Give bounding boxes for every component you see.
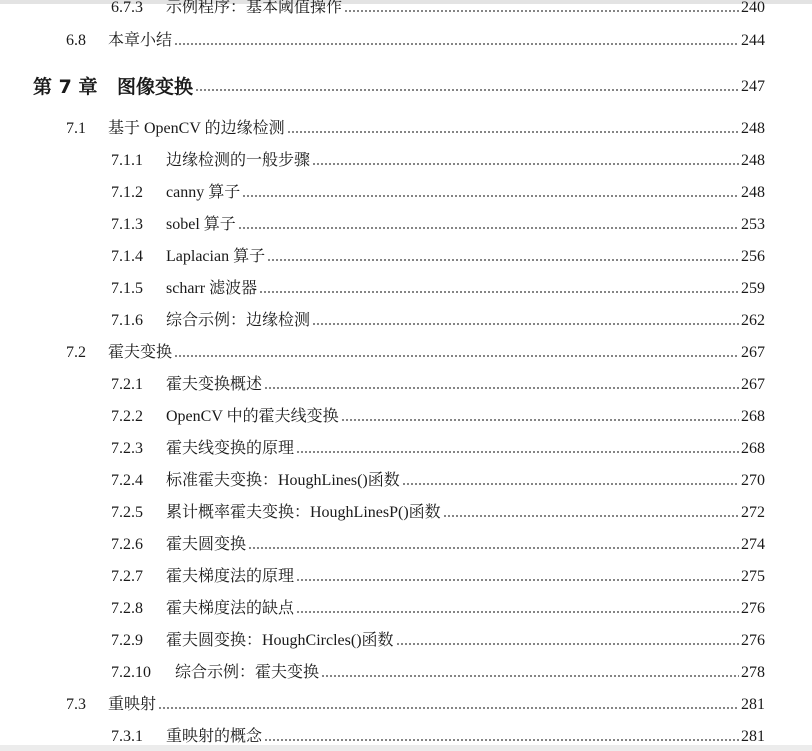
dot-leader	[174, 354, 739, 358]
entry-title: 霍夫梯度法的缺点	[166, 600, 295, 617]
toc-subsection-entry[interactable]	[111, 630, 765, 652]
dot-leader	[174, 42, 739, 46]
toc-subsection-entry[interactable]	[111, 502, 765, 524]
entry-title: 综合示例：霍夫变换	[175, 664, 320, 681]
entry-page-number: 276	[741, 600, 765, 617]
entry-page-number: 248	[741, 152, 765, 169]
entry-page-number: 240	[741, 0, 765, 16]
entry-page-number: 247	[741, 78, 765, 95]
entry-page-number: 274	[741, 536, 765, 553]
toc-section-entry[interactable]	[66, 694, 765, 716]
entry-page-number: 275	[741, 568, 765, 585]
toc-subsection-entry[interactable]	[111, 310, 765, 332]
entry-number: 7.2.10	[111, 664, 151, 681]
dot-leader	[443, 514, 739, 518]
entry-title: 综合示例：边缘检测	[166, 312, 311, 329]
entry-page-number: 268	[741, 408, 765, 425]
entry-title: sobel 算子	[166, 216, 236, 233]
entry-title: 霍夫圆变换	[166, 536, 247, 553]
toc-subsection-entry[interactable]	[111, 182, 765, 204]
entry-title: 边缘检测的一般步骤	[166, 152, 311, 169]
entry-number: 7.1.1	[111, 152, 143, 169]
entry-page-number: 267	[741, 376, 765, 393]
toc-section-entry[interactable]	[66, 118, 765, 140]
entry-title: scharr 滤波器	[166, 280, 258, 297]
toc-subsection-entry[interactable]	[111, 662, 765, 684]
toc-subsection-entry[interactable]	[111, 598, 765, 620]
entry-title: 霍夫变换	[108, 344, 173, 361]
dot-leader	[195, 88, 739, 92]
toc-subsection-entry[interactable]	[111, 246, 765, 268]
entry-number: 7.2.6	[111, 536, 143, 553]
dot-leader	[396, 642, 739, 646]
entry-number: 7.2.3	[111, 440, 143, 457]
dot-leader	[264, 386, 739, 390]
toc-subsection-entry[interactable]	[111, 374, 765, 396]
entry-number: 7.1.6	[111, 312, 143, 329]
entry-title: Laplacian 算子	[166, 248, 266, 265]
entry-number: 7.3.1	[111, 728, 143, 745]
entry-number: 7.2.8	[111, 600, 143, 617]
toc-section-entry[interactable]	[66, 30, 765, 52]
dot-leader	[312, 322, 739, 326]
dot-leader	[341, 418, 739, 422]
entry-title: OpenCV 中的霍夫线变换	[166, 408, 339, 425]
entry-page-number: 256	[741, 248, 765, 265]
dot-leader	[158, 706, 739, 710]
entry-number: 7.2	[66, 344, 86, 361]
dot-leader	[296, 450, 739, 454]
entry-number: 7.3	[66, 696, 86, 713]
toc-subsection-entry[interactable]	[111, 150, 765, 172]
toc-subsection-entry[interactable]	[111, 406, 765, 428]
entry-number: 6.8	[66, 32, 86, 49]
toc-subsection-entry[interactable]	[111, 470, 765, 492]
dot-leader	[296, 610, 739, 614]
entry-number: 7.1.2	[111, 184, 143, 201]
toc-section-entry[interactable]	[66, 342, 765, 364]
entry-number: 第 7 章	[33, 76, 98, 98]
entry-page-number: 259	[741, 280, 765, 297]
entry-title: 霍夫变换概述	[166, 376, 263, 393]
entry-number: 7.2.4	[111, 472, 143, 489]
entry-number: 7.2.7	[111, 568, 143, 585]
toc-subsection-entry[interactable]	[111, 566, 765, 588]
entry-title: 霍夫线变换的原理	[166, 440, 295, 457]
dot-leader	[344, 9, 739, 13]
entry-page-number: 262	[741, 312, 765, 329]
dot-leader	[312, 162, 739, 166]
entry-page-number: 268	[741, 440, 765, 457]
entry-title: 图像变换	[117, 76, 194, 98]
entry-number: 6.7.3	[111, 0, 143, 16]
entry-title: 本章小结	[108, 32, 173, 49]
dot-leader	[242, 194, 739, 198]
entry-page-number: 267	[741, 344, 765, 361]
dot-leader	[321, 674, 739, 678]
entry-page-number: 244	[741, 32, 765, 49]
dot-leader	[264, 738, 739, 742]
dot-leader	[296, 578, 739, 582]
entry-page-number: 276	[741, 632, 765, 649]
entry-title: 标准霍夫变换：HoughLines()函数	[166, 472, 400, 489]
toc-subsection-entry[interactable]	[111, 534, 765, 556]
entry-number: 7.2.9	[111, 632, 143, 649]
toc-subsection-entry[interactable]	[111, 0, 765, 19]
entry-number: 7.1.5	[111, 280, 143, 297]
entry-title: 霍夫梯度法的原理	[166, 568, 295, 585]
toc-subsection-entry[interactable]	[111, 438, 765, 460]
toc-chapter-entry[interactable]	[33, 76, 765, 98]
entry-title: 基于 OpenCV 的边缘检测	[108, 120, 285, 137]
dot-leader	[238, 226, 739, 230]
entry-page-number: 281	[741, 728, 765, 745]
entry-page-number: 248	[741, 184, 765, 201]
entry-number: 7.1	[66, 120, 86, 137]
entry-title: 霍夫圆变换：HoughCircles()函数	[166, 632, 394, 649]
toc-subsection-entry[interactable]	[111, 214, 765, 236]
entry-page-number: 248	[741, 120, 765, 137]
dot-leader	[402, 482, 739, 486]
entry-title: 示例程序：基本阈值操作	[166, 0, 343, 16]
entry-number: 7.2.5	[111, 504, 143, 521]
entry-page-number: 272	[741, 504, 765, 521]
entry-page-number: 270	[741, 472, 765, 489]
entry-number: 7.2.1	[111, 376, 143, 393]
entry-number: 7.2.2	[111, 408, 143, 425]
entry-page-number: 278	[741, 664, 765, 681]
entry-number: 7.1.3	[111, 216, 143, 233]
entry-title: 重映射的概念	[166, 728, 263, 745]
dot-leader	[259, 290, 739, 294]
entry-title: 累计概率霍夫变换：HoughLinesP()函数	[166, 504, 441, 521]
toc-subsection-entry[interactable]	[111, 278, 765, 300]
entry-page-number: 253	[741, 216, 765, 233]
entry-title: canny 算子	[166, 184, 241, 201]
entry-number: 7.1.4	[111, 248, 143, 265]
entry-title: 重映射	[108, 696, 157, 713]
dot-leader	[287, 130, 739, 134]
dot-leader	[267, 258, 739, 262]
dot-leader	[248, 546, 739, 550]
entry-page-number: 281	[741, 696, 765, 713]
viewer-bottom-bar	[0, 745, 812, 751]
